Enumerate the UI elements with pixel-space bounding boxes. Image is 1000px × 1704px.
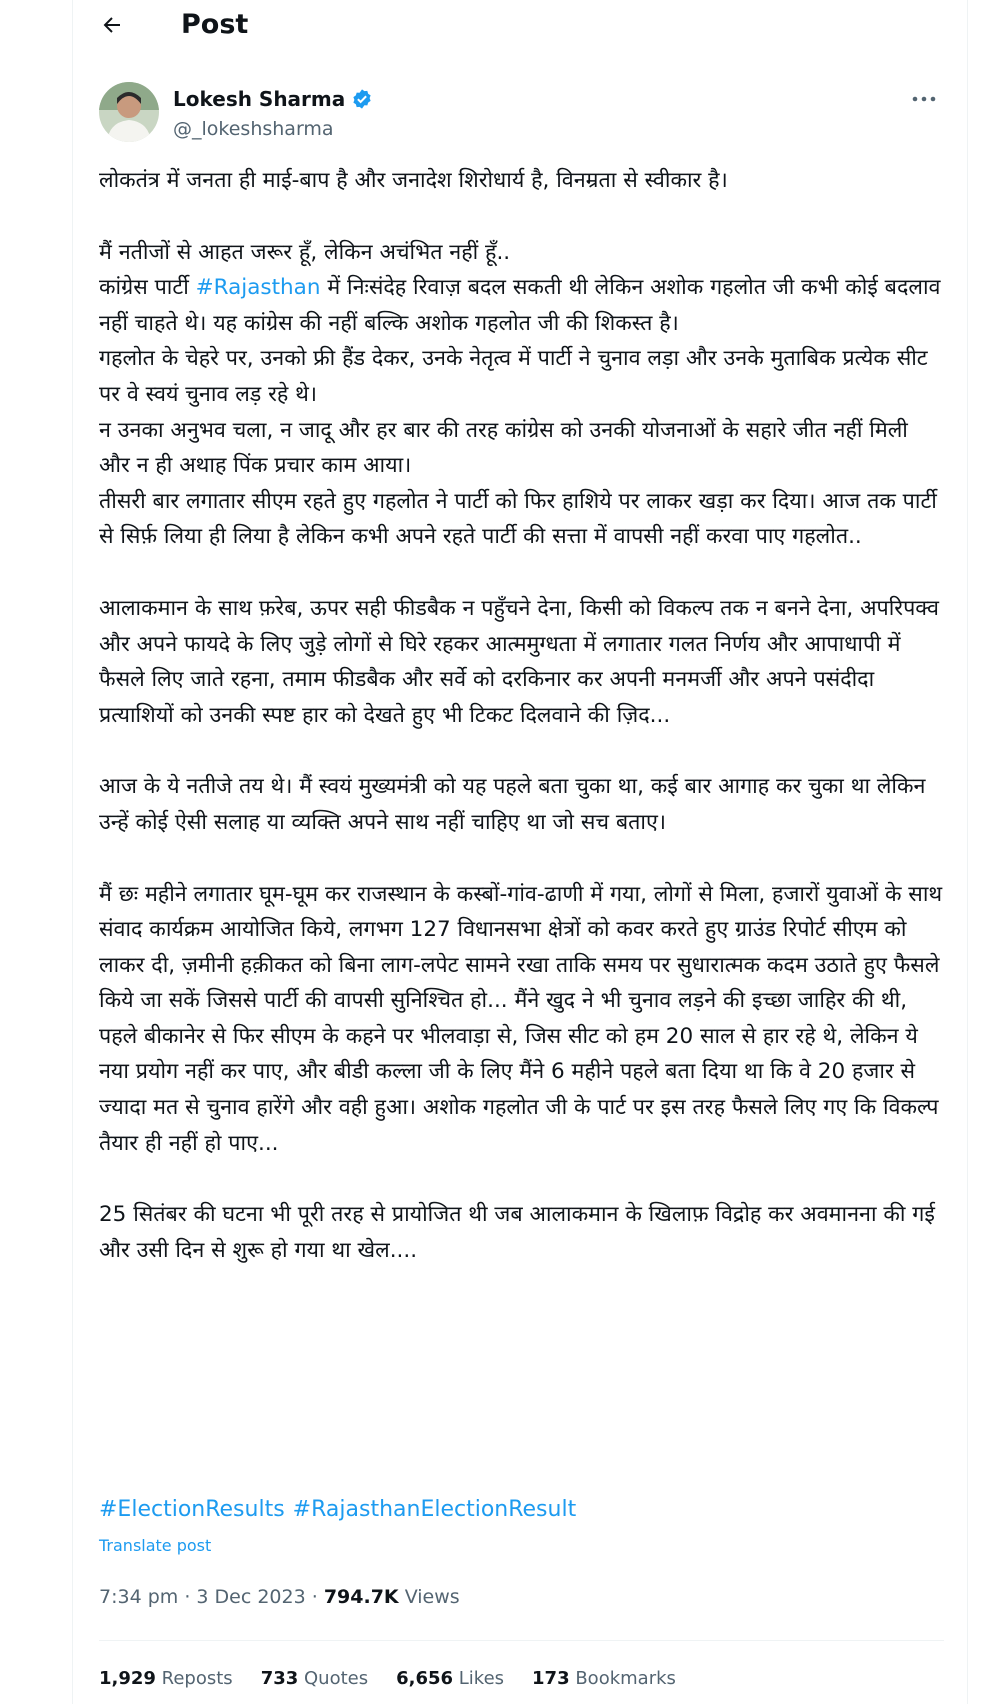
tweet-text-span: में निःसंदेह रिवाज़ बदल सकती थी लेकिन अशोक गहलोत जी कभी कोई बदलाव नहीं चाहते थे। यह कांग्रेस की नहीं बल्कि अशोक गहलोत जी की शिकस्त है।	[99, 275, 941, 336]
more-button[interactable]	[907, 86, 941, 112]
quotes-stat[interactable]	[261, 1666, 368, 1692]
back-arrow-icon	[100, 13, 124, 37]
translate-post-link[interactable]: Translate post	[99, 1536, 212, 1555]
author-name[interactable]: Lokesh Sharma	[173, 87, 346, 111]
page-title: Post	[181, 9, 249, 40]
views-label: Views	[398, 1586, 460, 1608]
post-meta	[99, 1583, 460, 1611]
tweet-paragraph: न उनका अनुभव चला, न जादू और हर बार की तरह कांग्रेस को उनकी योजनाओं के सहारे जीत नहीं मिली और न ही अथाह पिंक प्रचार काम आया।	[99, 417, 908, 479]
reposts-stat[interactable]	[99, 1666, 233, 1692]
post-date[interactable]: 3 Dec 2023	[196, 1586, 306, 1608]
back-button[interactable]	[95, 8, 129, 42]
tweet-paragraph: मैं नतीजों से आहत जरूर हूँ, लेकिन अचंभित नहीं हूँ..	[99, 239, 511, 265]
tweet-paragraph: आज के ये नतीजे तय थे। मैं स्वयं मुख्यमंत्री को यह पहले बता चुका था, कई बार आगाह कर चुका था लेकिन उन्हें कोई ऐसी सलाह या व्यक्ति अपने साथ नहीं चाहिए था जो सच बताए।	[99, 774, 926, 835]
post-column	[72, 0, 968, 1704]
engagement-stats	[99, 1666, 704, 1692]
tweet-text	[99, 163, 944, 1268]
author-header	[99, 82, 941, 144]
hashtag-link[interactable]: #ElectionResults	[99, 1497, 285, 1522]
tweet-text-span: कांग्रेस पार्टी	[99, 275, 196, 301]
hashtag-link[interactable]: #Rajasthan	[195, 275, 321, 301]
likes-count: 6,656	[396, 1668, 454, 1689]
tweet-paragraph: लोकतंत्र में जनता ही माई-बाप है और जनादेश शिरोधार्य है, विनम्रता से स्वीकार है।	[99, 168, 728, 193]
author-name-row[interactable]	[173, 86, 373, 112]
bookmarks-count: 173	[532, 1668, 570, 1689]
quotes-label: Quotes	[298, 1668, 369, 1689]
tweet-paragraph: 25 सितंबर की घटना भी पूरी तरह से प्रायोजित थी जब आलाकमान के खिलाफ़ विद्रोह कर अवमानना की गई और उसी दिन से शुरू हो गया था खेल....	[99, 1202, 935, 1263]
quotes-count: 733	[260, 1668, 299, 1689]
tweet-paragraph: तीसरी बार लगातार सीएम रहते हुए गहलोत ने पार्टी को फिर हाशिये पर लाकर खड़ा कर दिया। आज तक पार्टी से सिर्फ़ लिया ही लिया है लेकिन कभी अपने रहते पार्टी की सत्ता में वापसी नहीं करवा पाए गहलोत..	[99, 488, 937, 550]
hashtags	[99, 1494, 584, 1526]
reposts-count: 1,929	[99, 1668, 156, 1689]
likes-stat[interactable]	[396, 1666, 504, 1692]
top-bar	[73, 0, 967, 52]
tweet-paragraph	[99, 270, 944, 341]
hashtag-link[interactable]: #RajasthanElectionResult	[292, 1497, 577, 1522]
post-time[interactable]: 7:34 pm	[99, 1586, 179, 1608]
views-count: 794.7K	[323, 1586, 399, 1608]
tweet-paragraph: आलाकमान के साथ फ़रेब, ऊपर सही फीडबैक न पहुँचने देना, किसी को विकल्प तक न बनने देना, अपरिपक्व और अपने फायदे के लिए जुड़े लोगों से घिरे रहकर आत्ममुग्धता में लगातार गलत निर्णय और आपाधापी में फैसले लिए जाते रहना, तमाम फीडबैक और सर्वे को दरकिनार कर अपनी मनमर्जी और अपने पसंदीदा प्रत्याशियों को उनकी स्पष्ट हार को देखते हुए भी टिकट दिलवाने की ज़िद...	[99, 595, 939, 728]
author-handle[interactable]: @_lokeshsharma	[173, 118, 334, 140]
avatar[interactable]	[99, 82, 159, 142]
meta-separator: ·	[178, 1586, 197, 1608]
likes-label: Likes	[453, 1668, 505, 1689]
bookmarks-label: Bookmarks	[569, 1668, 676, 1689]
tweet-paragraph: मैं छः महीने लगातार घूम-घूम कर राजस्थान के कस्बों-गांव-ढाणी में गया, लोगों से मिला, हजारों युवाओं के साथ संवाद कार्यक्रम आयोजित किये, लगभग 127 विधानसभा क्षेत्रों को कवर करते हुए ग्राउंड रिपोर्ट सीएम को लाकर दी, ज़मीनी हक़ीकत को बिना लाग-लपेट सामने रखा ताकि समय पर सुधारात्मक कदम उठाते हुए फैसले किये जा सकें जिससे पार्टी की वापसी सुनिश्चित हो... मैंने खुद ने भी चुनाव लड़ने की इच्छा जाहिर की थी, पहले बीकानेर से फिर सीएम के कहने पर भीलवाड़ा से, जिस सीट को हम 20 साल से हार रहे थे, लेकिन ये नया प्रयोग नहीं कर पाए, और बीडी कल्ला जी के लिए मैंने 6 महीने पहले बता दिया था कि वे 20 हजार से ज्यादा मत से चुनाव हारेंगे और वही हुआ। अशोक गहलोत जी के पार्ट पर इस तरह फैसले लिए गए कि विकल्प तैयार ही नहीं हो पाए...	[99, 881, 943, 1156]
verified-badge-icon	[351, 88, 373, 110]
bookmarks-stat[interactable]	[532, 1666, 676, 1692]
divider	[99, 1640, 944, 1641]
meta-separator: ·	[305, 1586, 324, 1608]
more-icon	[911, 95, 937, 103]
reposts-label: Reposts	[155, 1668, 233, 1689]
tweet-paragraph: गहलोत के चेहरे पर, उनको फ्री हैंड देकर, उनके नेतृत्व में पार्टी ने चुनाव लड़ा और उनके मुताबिक प्रत्येक सीट पर वे स्वयं चुनाव लड़ रहे थे।	[99, 346, 928, 407]
